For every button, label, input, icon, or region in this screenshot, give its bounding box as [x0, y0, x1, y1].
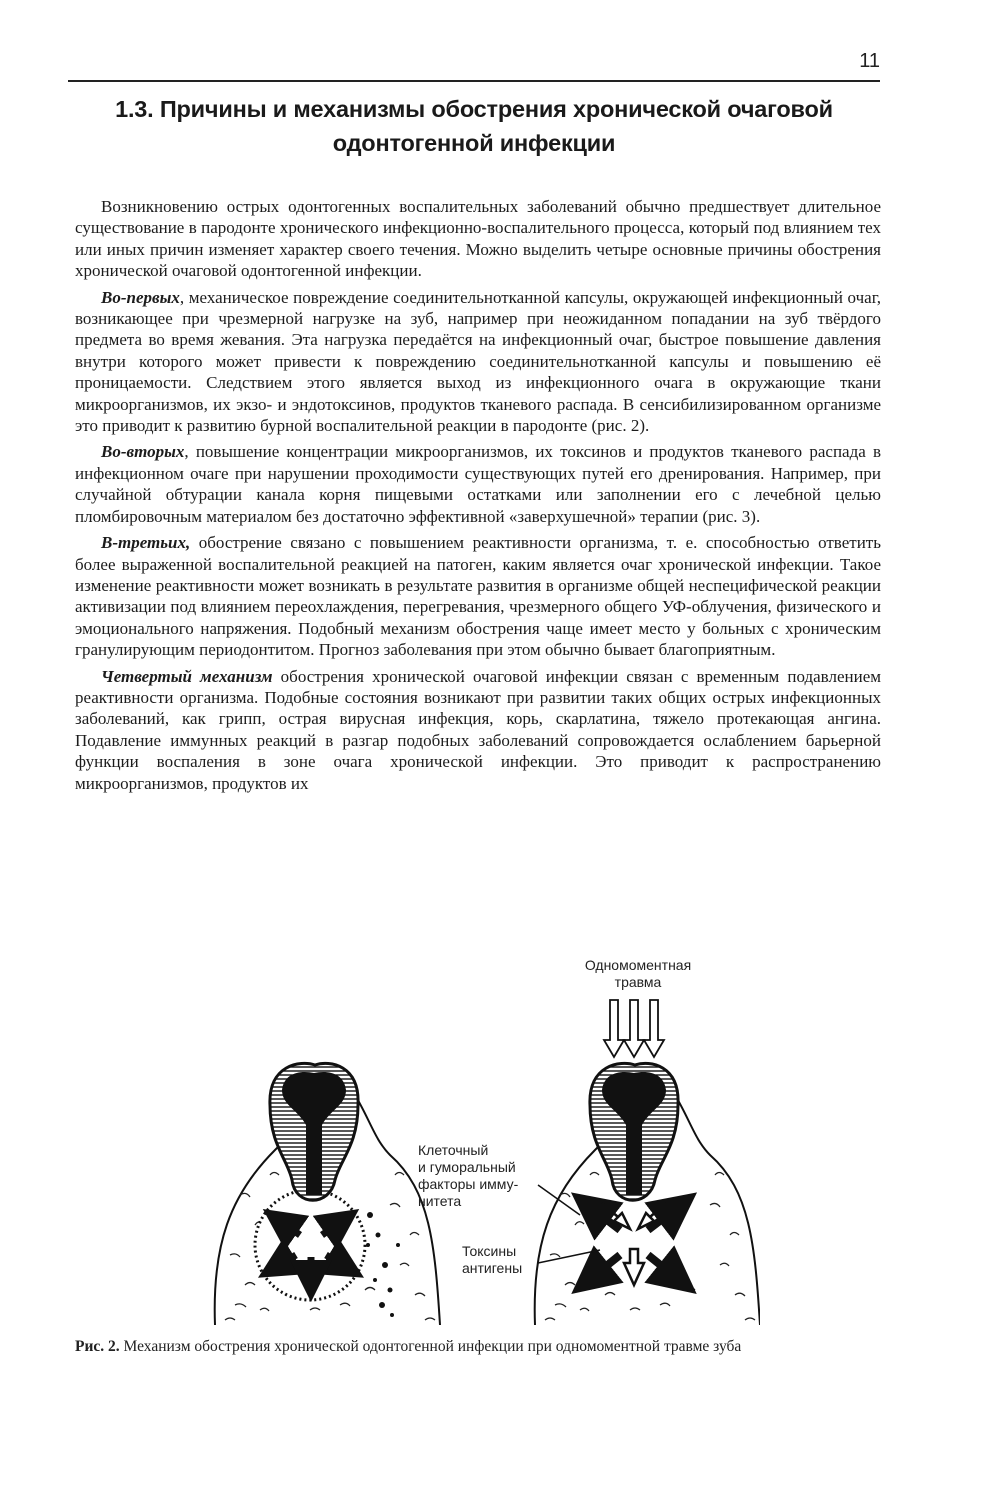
- paragraph-text: , повышение концентрации микроорганизмов, их токсинов и продуктов тканевого распада в инфекционном очаге при нарушении проходимости существующих путей его дренирования. Например, при случайной обтурации канала корня пищевыми остатками или заполнении его с лечебной целью пломбировочным материалом без достаточно эффективной «заверхушечной» терапии (рис. 3).: [75, 442, 881, 526]
- caption-text: Механизм обострения хронической одонтогенной инфекции при одномоментной травме зуба: [119, 1338, 742, 1355]
- paragraph-text: обострение связано с повышением реактивности организма, т. е. способностью ответить более выраженной воспалительной реакцией на патоген, каким является очаг хронической инфекции. Такое изменение реактивности может возникать в результате развития в организме общей неспецифической реакции активизации под влиянием переохлаждения, перегревания, чрезмерного общего УФ-облучения, физического и эмоционального напряжения. Подобный механизм обострения чаще имеет место у больных с хроническим гранулирующим периодонтитом. Прогноз заболевания при этом обычно бывает благоприятным.: [75, 533, 881, 660]
- figure-caption: [75, 1338, 895, 1356]
- paragraph-text: Возникновению острых одонтогенных воспалительных заболеваний обычно предшествует длительное существование в пародонте хронического инфекционно-воспалительного процесса, который под влиянием тех или иных причин изменяет характер своего течения. Можно выделить четыре основные причины обострения хронической очаговой одонтогенной инфекции.: [75, 197, 881, 281]
- label-trauma: Одномоментная травма: [584, 957, 692, 990]
- paragraph-second: [75, 441, 881, 527]
- paragraph-fourth: [75, 666, 881, 794]
- label-immunity: Клеточный и гуморальный факторы имму- нитета: [418, 1142, 519, 1209]
- paragraph-intro: [75, 196, 881, 282]
- heading-line-1: 1.3. Причины и механизмы обострения хронической очаговой: [115, 96, 833, 122]
- paragraph-lead: Четвертый механизм: [101, 666, 273, 686]
- figure-tooth-trauma: [200, 945, 760, 1340]
- paragraph-lead: Во-вторых: [101, 442, 185, 462]
- heading-line-2: одонтогенной инфекции: [332, 130, 616, 156]
- right-tooth: [535, 1000, 760, 1325]
- paragraph-first: [75, 287, 881, 437]
- section-heading: [68, 92, 880, 160]
- header-rule: [68, 80, 880, 82]
- paragraph-lead: В-третьих,: [101, 533, 191, 553]
- caption-number: Рис. 2.: [75, 1338, 120, 1355]
- label-toxins: Токсины антигены: [462, 1243, 523, 1276]
- paragraph-lead: Во-первых: [101, 287, 180, 307]
- paragraph-text: , механическое повреждение соединительнотканной капсулы, окружающей инфекционный очаг, возникающее при чрезмерной нагрузке на зуб, например при неожиданном попадании на зуб твёрдого предмета во время жевания. Эта нагрузка передаётся на инфекционный очаг, быстрое повышение давления внутри которого может привести к повреждению соединительнотканной капсулы и повышению её проницаемости. Следствием этого является выход из инфекционного очага в окружающие ткани микроорганизмов, их экзо- и эндотоксинов, продуктов тканевого распада. В сенсибилизированном организме это приводит к развитию бурной воспалительной реакции в пародонте (рис. 2).: [75, 287, 881, 436]
- paragraph-text: обострения хронической очаговой инфекции связан с временным подавлением реактивности организма. Подобные состояния возникают при развитии таких общих острых инфекционных заболеваний, как грипп, острая вирусная инфекция, корь, скарлатина, тяжело протекающая ангина. Подавление иммунных реакций в разгар подобных заболеваний сопровождается ослаблением барьерной функции воспаления в зоне очага хронической инфекции. Это приводит к распространению микроорганизмов, продуктов их: [75, 666, 882, 793]
- paragraph-third: [75, 532, 881, 660]
- left-tooth: [215, 1063, 440, 1325]
- page-number: 11: [859, 50, 880, 72]
- body-text: [75, 196, 881, 794]
